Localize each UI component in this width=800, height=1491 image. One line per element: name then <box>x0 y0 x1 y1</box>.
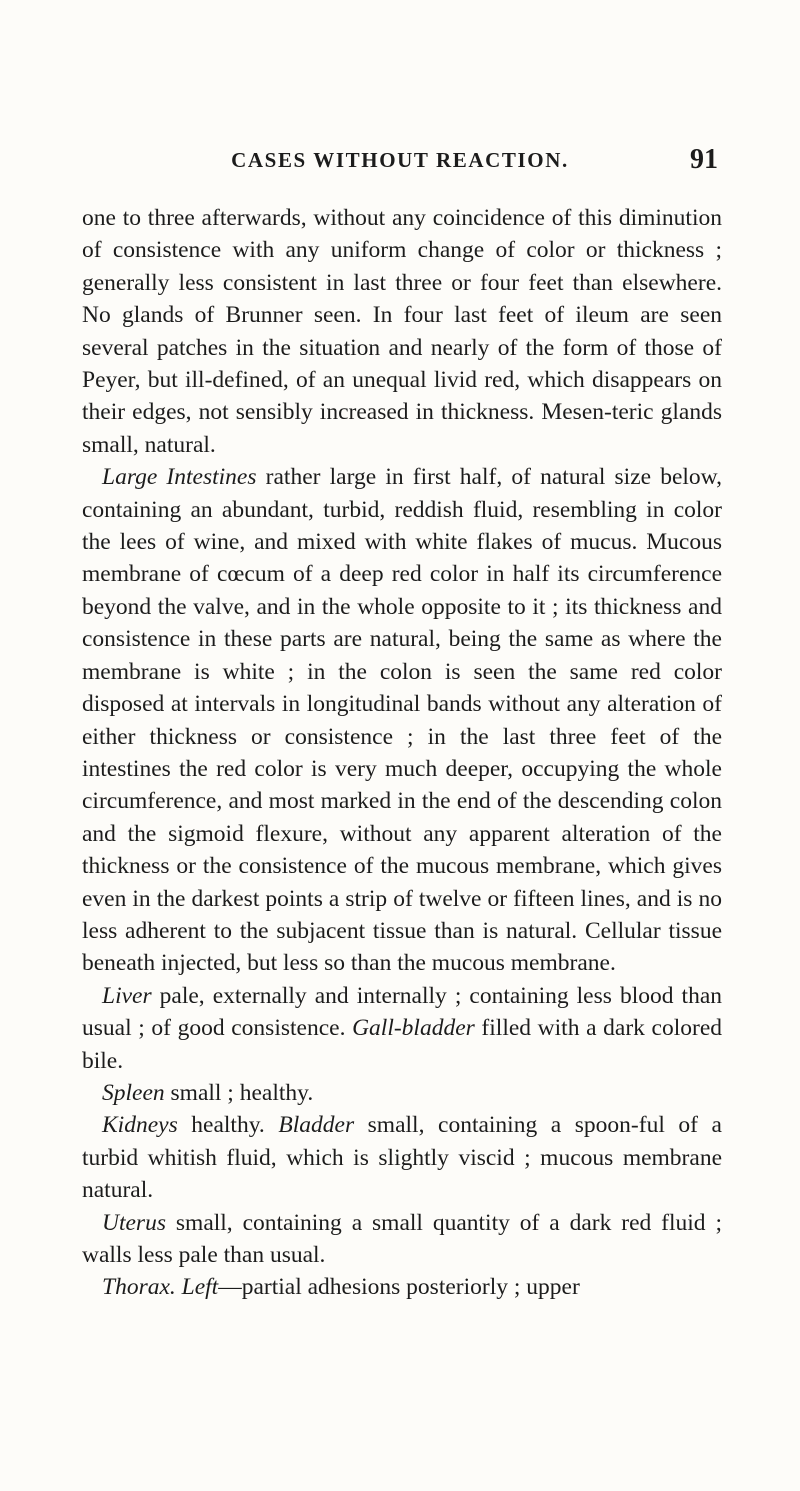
term-spleen: Spleen <box>102 1079 165 1106</box>
running-head: CASES WITHOUT REACTION. <box>231 148 569 172</box>
body-text <box>82 202 722 1304</box>
paragraph-uterus <box>82 1207 722 1272</box>
paragraph-text: pale, externally and internally ; containing less blood than usual ; of good consistence. <box>82 982 722 1042</box>
paragraph-text: small ; healthy. <box>164 1079 314 1106</box>
paragraph-ileum <box>82 202 722 461</box>
paragraph-text: healthy. <box>177 1112 279 1139</box>
term-uterus: Uterus <box>102 1209 166 1236</box>
paragraph-text: small, containing a spoon-ful of a turbid whitish fluid, which is slightly viscid ; mucous membrane natural. <box>82 1112 722 1204</box>
term-large-intestines: Large Intestines <box>102 464 257 491</box>
term-bladder: Bladder <box>278 1112 355 1139</box>
term-kidneys: Kidneys <box>102 1112 178 1139</box>
paragraph-spleen <box>82 1077 722 1109</box>
paragraph-text: filled with a dark colored bile. <box>82 1015 722 1074</box>
paragraph-text: rather large in first half, of natural size below, containing an abundant, turbid, reddish fluid, resembling in color the lees of wine, and mixed with white flakes of mucus. Mucous membrane of cœcum of a deep red color in half its circumference beyond the valve, and in the whole opposite to it ; its thickness and consistence in these parts are natural, being the same as where the membrane is white ; in the colon is seen the same red color disposed at intervals in longitudinal bands without any alteration of either thickness or consistence ; in the last three feet of the intestines the red color is very much deeper, occupying the whole circumference, and most marked in the end of the descending colon and the sigmoid flexure, without any apparent alteration of the thickness or the consistence of the mucous membrane, which gives even in the darkest points a strip of twelve or fifteen lines, and is no less adherent to the subjacent tissue than is natural. Cellular tissue beneath injected, but less so than the mucous membrane. <box>82 464 723 977</box>
paragraph-thorax <box>82 1271 722 1303</box>
term-gall-bladder: Gall-bladder <box>352 1015 475 1042</box>
page-number: 91 <box>690 144 718 175</box>
paragraph-liver <box>82 980 722 1077</box>
term-thorax: Thorax. <box>102 1274 176 1301</box>
term-liver: Liver <box>102 982 152 1009</box>
paragraph-large-intestines <box>82 461 722 980</box>
term-left: Left <box>181 1274 219 1301</box>
page-header <box>0 144 800 188</box>
paragraph-text: one to three afterwards, without any coincidence of this diminution of consistence with any uniform change of color or thickness ; generally less consistent in last three or four feet than elsewhere. No glands of Brunner seen. In four last feet of ileum are seen several patches in the situation and nearly of the form of those of Peyer, but ill-defined, of an unequal livid red, which disappears on their edges, not sensibly increased in thickness. Mesen-teric glands small, natural. <box>82 205 722 458</box>
paragraph-kidneys <box>82 1109 722 1206</box>
paragraph-text: —partial adhesions posteriorly ; upper <box>218 1274 580 1301</box>
paragraph-text: small, containing a small quantity of a dark red fluid ; walls less pale than usual. <box>82 1209 722 1268</box>
